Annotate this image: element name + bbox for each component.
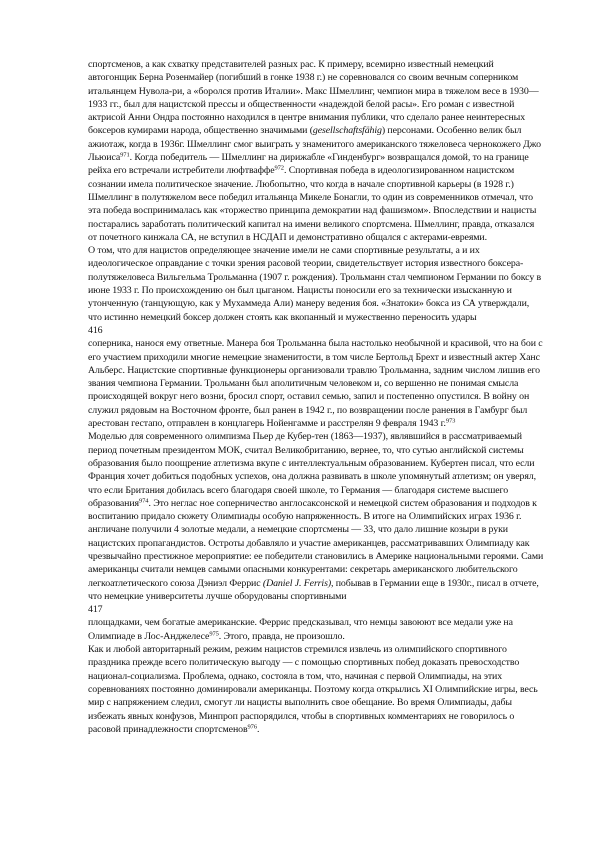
page-number-416: 416	[88, 324, 103, 336]
paragraph-trollmann-continued: соперника, нанося ему ответные. Манера боя Трольманна была настолько необычной и красивой, что на бои с его участием приходили многие немецкие знаменитости, в том числе Бертольд Брехт и известный актер Ханс Альберс. Нацистские спортивные функционеры организовали травлю Трольманна, задним числом лишив его звания чемпиона Германии. Трольманн был аполитичным человеком и, со вершенно не понимая смысла происходящей вокруг него возни, бросил спорт, оставил семью, запил и постепенно опустился. В войну он служил рядовым на Восточном фронте, был ранен в 1942 г., по возвращении после ранения в Гамбург был арестован гестапо, отправлен в концлагерь Нойенгамме и расстрелян 9 февраля 1943 г.$^{973}$	[88, 338, 543, 430]
paragraph-schmeling: спортсменов, а как схватку представителей разных рас. К примеру, всемирно известный немецкий автогонщик Берна Розенмайер (погибший в гонке 1938 г.) не соревновался со своим вечным соперником итальянцем Нувола-ри, а «боролся против Италии». Макс Шмеллинг, чемпион мира в тяжелом весе в 1930—1933 гг., был для нацистской прессы и общественности «надеждой белой расы». Его роман с известной актрисой Анни Ондра постоянно находился в центре внимания публики, что сделало ранее неинтересных боксеров кумирами народа, общественно значимыми (gesellschaftsfähig) персонами. Особенно велик был ажиотаж, когда в 1936г. Шмеллинг смог выиграть у знаменитого американского тяжеловеса чернокожего Джо Льюиса$^{971}$. Когда победитель — Шмеллинг на дирижабле «Гинденбург» возвращался домой, то на границе рейха его встречали истребители люфтваффе$^{972}$. Спортивная победа в идеологизированном нацистском сознании имела политическое значение. Любопытно, что когда в начале спортивной карьеры (в 1928 г.) Шмеллинг в полутяжелом весе победил итальянца Микеле Бонагли, то один из современников отмечал, что эта победа воспринималась как «торжество принципа демократии над фашизмом». Впоследствии и нацисты постарались заработать политический капитал на имени великого спортсмена. Шмеллинг, правда, отказался от почетного кинжала СА, не вступил в НСДАП и демонстративно общался с актерами-евреями.	[88, 59, 541, 243]
paragraph-olympics-regime: Как и любой авторитарный режим, режим нацистов стремился извлечь из олимпийского спортивного праздника прежде всего политическую выгоду — с помощью спортивных побед доказать превосходство национал-социализма. Проблема, однако, состояла в том, что, начиная с первой Олимпиады, на этих соревнованиях постоянно доминировали американцы. Поэтому когда открылись XI Олимпийские игры, весь мир с напряжением следил, смогут ли нацисты выполнить свое обещание. Во время Олимпиады, дабы избежать явных конфузов, Минпроп распорядился, чтобы в спортивных комментариях не говорилось о расовой принадлежности спортсменов$^{976}$.	[88, 644, 538, 735]
document-page	[88, 58, 544, 736]
paragraph-coubertin: Моделью для современного олимпизма Пьер де Кубер-тен (1863—1937), являвшийся в рассматриваемый период почетным президентом МОК, считал Великобританию, вернее, то, что сутью английской системы образования было поощрение атлетизма вкупе с интеллектуальным образованием. Кубертен писал, что если Франция хочет добиться подобных успехов, она должна развивать в школе упомянутый атлетизм; он уверял, что если Британия добилась всего благодаря своей школе, то Германия — благодаря системе высшего образования$^{974}$. Это неглас ное соперничество англосаксонской и немецкой систем образования и подходов к воспитанию придало сюжету Олимпиады особую напряженность. В итоге на Олимпийских играх 1936 г. англичане получили 4 золотые медали, а немецкие спортсмены — 33, что дало лишние козыри в руки нацистских пропагандистов. Остроты добавляло и участие американцев, рассматривавших Олимпиаду как чрезвычайно престижное мероприятие: ее победители становились в Америке национальными героями. Сами американцы считали немцев самыми опасными конкурентами: секретарь американского любительского легкоатлетического союза Дэниэл Феррис (Daniel J. Ferris), побывав в Германии еще в 1930г., писал в отчете, что немецкие университеты лучше оборудованы спортивными	[88, 431, 544, 602]
paragraph-ferris-continued: площадками, чем богатые американские. Феррис предсказывал, что немцы завоюют все медали уже на Олимпиаде в Лос-Анджелесе$^{975}$. Этого, правда, не произошло.	[88, 617, 513, 642]
paragraph-trollmann: О том, что для нацистов определяющее значение имели не сами спортивные результаты, а и их идеологическое оправдание с точки зрения расовой теории, свидетельствует история известного боксера-полутяжеловеса Вильгельма Трольманна (1907 г. рождения). Трольманн стал чемпионом Германии по боксу в июне 1933 г. По происхождению он был цыганом. Нацисты поносили его за технически изысканную и утонченную (танцующую, как у Мухаммеда Али) манеру ведения боя. «Знатоки» бокса из СА утверждали, что истинно немецкий боксер должен стоять как вкопанный и мужественно переносить удары	[88, 245, 542, 323]
page-number-417: 417	[88, 604, 103, 616]
